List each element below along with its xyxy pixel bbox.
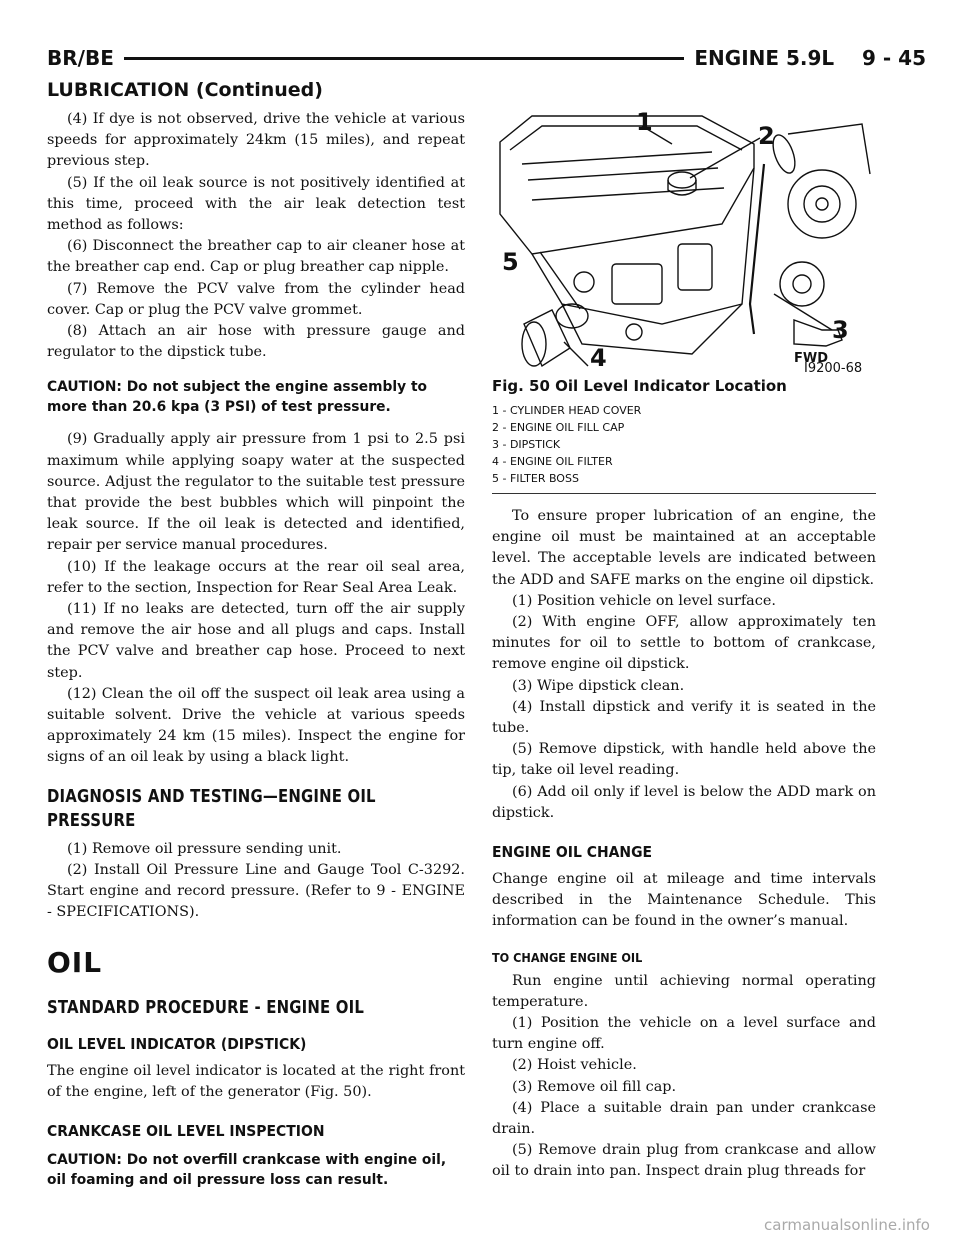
- oil-indicator-paragraph: The engine oil level indicator is located at the right front of the engine, left of the generator (Fig. 50).: [47, 1062, 465, 1100]
- step-paragraph: (9) Gradually apply air pressure from 1 psi to 2.5 psi maximum while applying soapy water at the suspected source. Adjust the regulator to the suitable test pressure that provide the best bubbles which will pinpoint the leak source. If the oil leak is detected and identified, repair per service manual procedures.: [47, 431, 465, 554]
- step-paragraph: (5) Remove drain plug from crankcase and allow oil to drain into pan. Inspect drain plug threads for: [492, 1142, 876, 1180]
- step-paragraph: (3) Remove oil fill cap.: [512, 1078, 677, 1095]
- step-paragraph: (4) If dye is not observed, drive the vehicle at various speeds for approximately 24km (15 miles), and repeat previous step.: [47, 111, 465, 170]
- watermark: carmanualsonline.info: [764, 1216, 930, 1234]
- heading-crankcase-inspection: CRANKCASE OIL LEVEL INSPECTION: [47, 1121, 325, 1140]
- step-paragraph: (4) Install dipstick and verify it is seated in the tube.: [492, 698, 876, 737]
- callout-3: 3: [832, 316, 849, 344]
- step-paragraph: (1) Remove oil pressure sending unit.: [67, 840, 342, 857]
- header-model: BR/BE: [47, 46, 124, 70]
- heading-to-change-engine-oil: TO CHANGE ENGINE OIL: [492, 949, 643, 965]
- step-paragraph: (2) Install Oil Pressure Line and Gauge Tool C-3292. Start engine and record pressure. (Refer to 9 - ENGINE - SPECIFICATIONS).: [47, 861, 465, 921]
- heading-standard-procedure: STANDARD PROCEDURE - ENGINE OIL: [47, 996, 365, 1018]
- step-paragraph: (6) Add oil only if level is below the ADD mark on dipstick.: [492, 783, 876, 821]
- step-paragraph: (1) Position vehicle on level surface.: [512, 592, 776, 609]
- page-header: [47, 46, 926, 72]
- figure-code: J9200-68: [804, 361, 863, 372]
- legend-item: 5 - FILTER BOSS: [492, 472, 579, 485]
- run-engine-paragraph: Run engine until achieving normal operating temperature.: [492, 972, 876, 1010]
- step-paragraph: (11) If no leaks are detected, turn off the air supply and remove the air hose and all plugs and caps. Install the PCV valve and breather cap hose. Proceed to next step.: [47, 601, 465, 681]
- step-paragraph: (5) If the oil leak source is not positively identified at this time, proceed with the air leak detection test method as follows:: [47, 174, 465, 234]
- engine-illustration: [492, 104, 874, 372]
- step-paragraph: (2) With engine OFF, allow approximately ten minutes for oil to settle to bottom of crankcase, remove engine oil dipstick.: [492, 614, 876, 673]
- left-column: [47, 109, 465, 1202]
- section-continued-title: LUBRICATION (Continued): [47, 79, 323, 101]
- callout-2: 2: [758, 122, 775, 150]
- heading-diagnosis-oil-pressure: DIAGNOSIS AND TESTING—ENGINE OIL PRESSURE: [47, 785, 376, 831]
- caution-pressure: CAUTION: Do not subject the engine assembly to more than 20.6 kpa (3 PSI) of test pressure.: [47, 379, 428, 416]
- step-paragraph: (12) Clean the oil off the suspect oil leak area using a suitable solvent. Drive the vehicle at various speeds approximately 24 km (15 miles). Inspect the engine for signs of an oil leak by using a black light.: [47, 685, 465, 766]
- heading-engine-oil-change: ENGINE OIL CHANGE: [492, 843, 653, 862]
- figure-caption: Fig. 50 Oil Level Indicator Location: [492, 377, 787, 395]
- heading-oil: OIL: [47, 945, 103, 979]
- right-column: [492, 104, 876, 1183]
- step-paragraph: (1) Position the vehicle on a level surface and turn engine off.: [492, 1015, 876, 1053]
- oil-fill-cap-shape: [668, 172, 696, 188]
- header-page-number: ENGINE 5.9L 9 - 45: [684, 46, 926, 70]
- oil-filter-shape: [524, 310, 570, 366]
- legend-item: 4 - ENGINE OIL FILTER: [492, 455, 613, 468]
- legend-item: 2 - ENGINE OIL FILL CAP: [492, 421, 625, 434]
- oil-change-paragraph: Change engine oil at mileage and time intervals described in the Maintenance Schedule. This information can be found in the owner’s manual.: [492, 871, 876, 930]
- heading-oil-level-indicator: OIL LEVEL INDICATOR (DIPSTICK): [47, 1034, 307, 1053]
- callout-1: 1: [636, 108, 653, 136]
- figure-engine-illustration: [492, 104, 874, 372]
- step-paragraph: (10) If the leakage occurs at the rear oil seal area, refer to the section, Inspection for Rear Seal Area Leak.: [47, 558, 465, 596]
- ensure-lubrication-paragraph: To ensure proper lubrication of an engine, the engine oil must be maintained at an acceptable level. The acceptable levels are indicated between the ADD and SAFE marks on the engine oil dipstick.: [492, 508, 876, 588]
- step-paragraph: (2) Hoist vehicle.: [512, 1057, 637, 1074]
- step-paragraph: (3) Wipe dipstick clean.: [512, 677, 685, 694]
- step-paragraph: (8) Attach an air hose with pressure gauge and regulator to the dipstick tube.: [47, 323, 465, 361]
- legend-item: 1 - CYLINDER HEAD COVER: [492, 404, 642, 417]
- step-paragraph: (5) Remove dipstick, with handle held above the tip, take oil level reading.: [492, 741, 876, 779]
- caution-overfill: CAUTION: Do not overfill crankcase with engine oil, oil foaming and oil pressure loss can result.: [47, 1151, 447, 1188]
- legend-rule: [492, 493, 876, 494]
- callout-4: 4: [590, 344, 607, 372]
- fwd-label: FWD: [794, 351, 829, 366]
- legend-item: 3 - DIPSTICK: [492, 438, 561, 451]
- step-paragraph: (4) Place a suitable drain pan under crankcase drain.: [492, 1099, 876, 1138]
- callout-5: 5: [502, 248, 519, 276]
- figure-legend: [492, 402, 876, 487]
- step-paragraph: (6) Disconnect the breather cap to air cleaner hose at the breather cap end. Cap or plug breather cap nipple.: [47, 238, 465, 276]
- step-paragraph: (7) Remove the PCV valve from the cylinder head cover. Cap or plug the PCV valve grommet.: [47, 280, 465, 318]
